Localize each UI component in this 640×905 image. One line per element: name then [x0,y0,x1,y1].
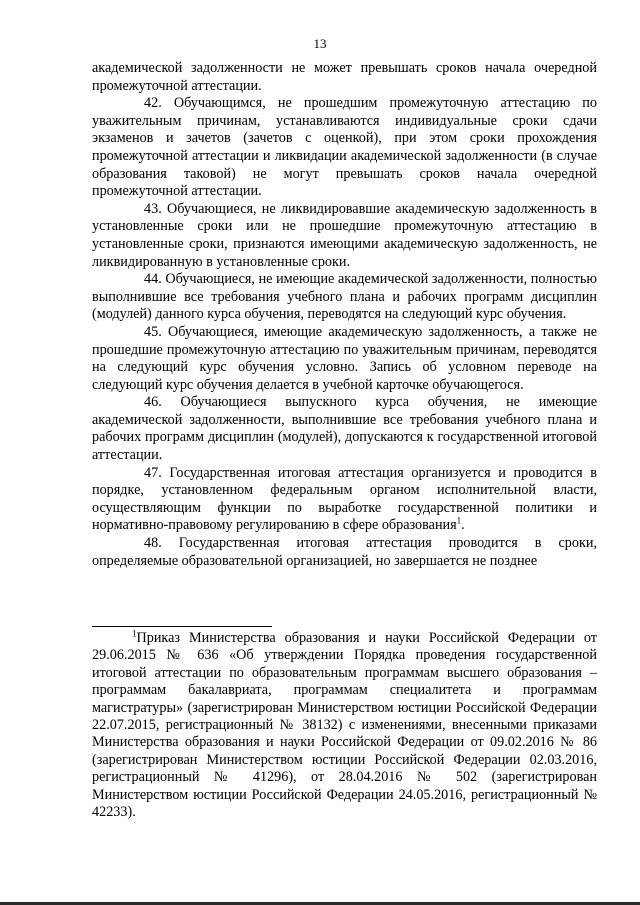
footnote-separator [92,626,272,627]
footnote-reference[interactable]: 1 [456,515,462,526]
paragraph-46: 46. Обучающиеся выпускного курса обучения, не имеющие академической задолженности, выполнившие все требования учебного плана и рабочих программ дисциплин (модулей), допускаются к государственной итоговой аттестации. [92,394,597,464]
body-text [92,60,597,570]
footnote-marker: 1 [132,628,137,639]
paragraph-47 [92,465,597,535]
page-number: 13 [313,36,327,51]
footnote-text: Приказ Министерства образования и науки Российской Федерации от 29.06.2015 № 636 «Об утверждении Порядка проведения государственной итоговой аттестации по образовательным программам высшего образования – программам бакалавриата, программам специалитета и программам магистратуры» (зарегистрирован Министерством юстиции Российской Федерации 22.07.2015, регистрационный № 38132) с изменениями, внесенными приказами Министерства образования и науки Российской Федерации от 09.02.2016 № 86 (зарегистрирован Министерством юстиции Российской Федерации 02.03.2016, регистрационный № 41296), от 28.04.2016 № 502 (зарегистрирован Министерством юстиции Российской Федерации 24.05.2016, регистрационный № 42233). [92,630,597,821]
paragraph-47-end: . [461,517,465,534]
paragraph-47-text: 47. Государственная итоговая аттестация организуется и проводится в порядке, установленном федеральным органом исполнительной власти, осуществляющим функции по выработке государственной политики и нормативно-правовому регулированию в сфере образования [92,464,597,534]
paragraph-43: 43. Обучающиеся, не ликвидировавшие академическую задолженность в установленные сроки или не прошедшие промежуточную аттестацию в установленные сроки, признаются имеющими академическую задолженность, не ликвидированную в установленные сроки. [92,200,597,270]
paragraph-45: 45. Обучающиеся, имеющие академическую задолженность, а также не прошедшие промежуточную аттестацию по уважительным причинам, переводятся на следующий курс обучения условно. Запись об условном переводе на следующий курс обучения делается в учебной карточке обучающегося. [92,323,597,393]
paragraph-48: 48. Государственная итоговая аттестация проводится в сроки, определяемые образовательной организацией, но завершается не позднее [92,535,597,569]
paragraph-44: 44. Обучающиеся, не имеющие академической задолженности, полностью выполнившие все требования учебного плана и рабочих программ дисциплин (модулей) данного курса обучения, переводятся на следующий курс обучения. [92,271,597,323]
footnote [92,630,597,821]
paragraph-continuation: академической задолженности не может превышать сроков начала очередной промежуточной аттестации. [92,60,597,94]
footnote-paragraph [92,630,597,821]
paragraph-42: 42. Обучающимся, не прошедшим промежуточную аттестацию по уважительным причинам, устанавливаются индивидуальные сроки сдачи экзаменов и зачетов (зачетов с оценкой), при этом сроки прохождения промежуточной аттестации и ликвидации академической задолженности (в случае образования таковой) не могут превышать сроков начала очередной промежуточной аттестации. [92,95,597,200]
